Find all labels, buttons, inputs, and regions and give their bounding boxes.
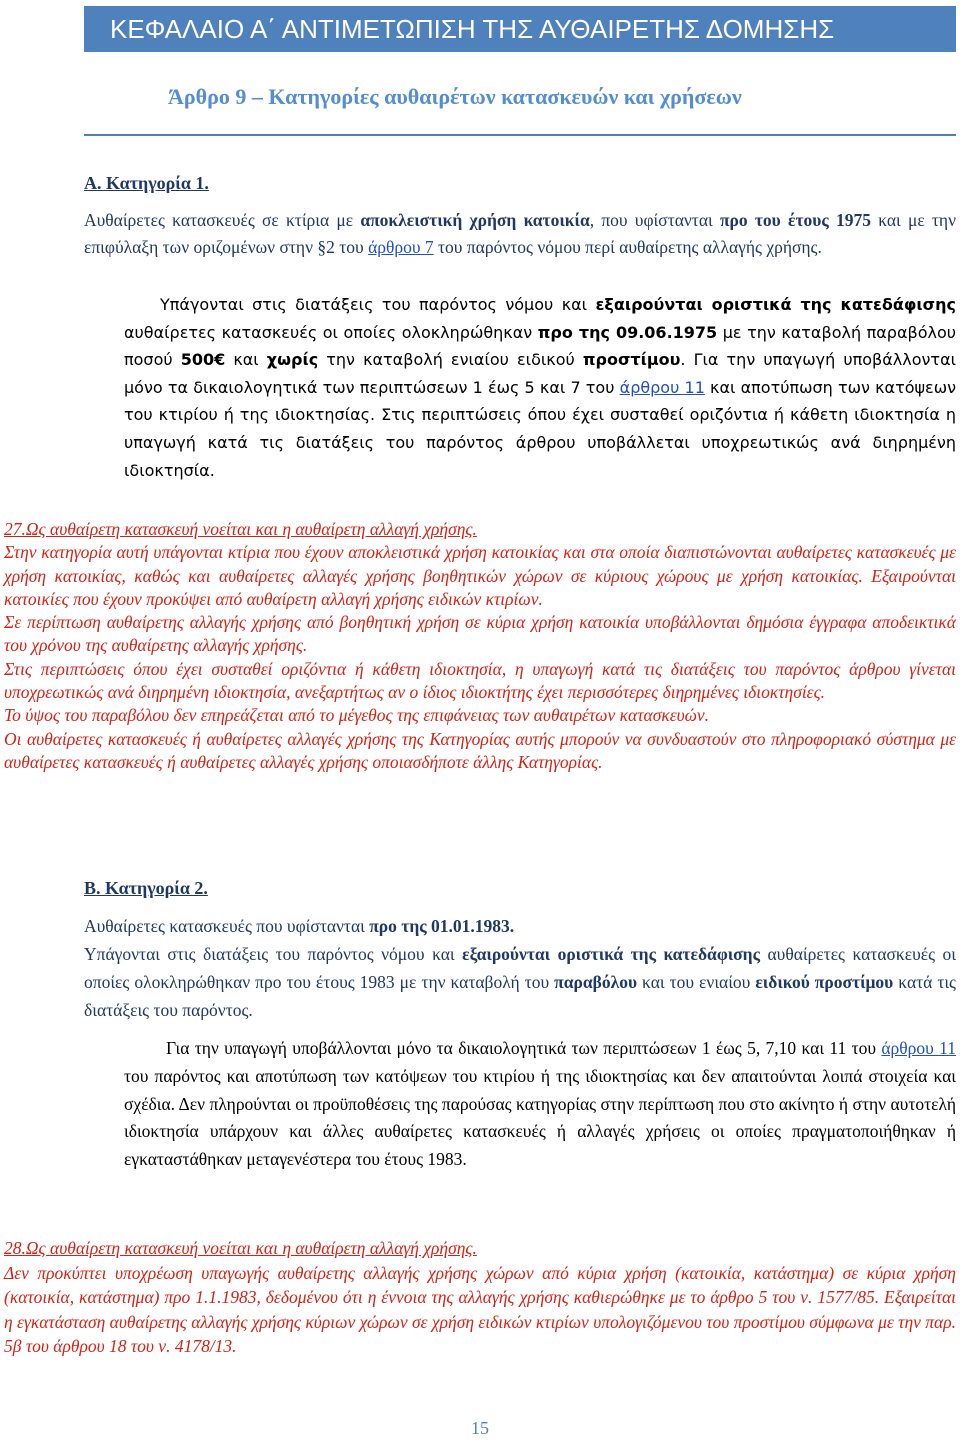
text-run: . Για την υπαγωγή υποβάλλονται μόνο τα δικαιολογητικά των περιπτώσεων 1 έως 5 και 7 του	[124, 350, 957, 397]
text-run: Αυθαίρετες κατασκευές που υφίστανται	[84, 916, 370, 936]
category-1-paragraph-2	[124, 291, 956, 484]
text-run: με την καταβολή παραβόλου ποσού	[124, 322, 957, 370]
title-divider	[84, 134, 956, 136]
text-run: αυθαίρετες κατασκευές οι οποίες ολοκληρώθηκαν	[124, 322, 538, 342]
note-27-paragraph-5: Οι αυθαίρετες κατασκευές ή αυθαίρετες αλλαγές χρήσης της Κατηγορίας αυτής μπορούν να συνδυαστούν στο πληροφοριακό σύστημα με αυθαίρετες κατασκευές ή αυθαίρετες αλλαγές χρήσης οποιασδήποτε άλλης Κατηγορίας.	[4, 728, 956, 772]
page-number: 15	[471, 1418, 489, 1438]
category-2-paragraph-3	[124, 1035, 956, 1174]
chapter-banner-text: ΚΕΦΑΛΑΙΟ Α΄ ΑΝΤΙΜΕΤΩΠΙΣΗ ΤΗΣ ΑΥΘΑΙΡΕΤΗΣ ΔΟΜΗΣΗΣ	[110, 14, 835, 44]
text-run: και	[225, 350, 267, 370]
bold-run: ειδικού προστίμου	[755, 972, 894, 992]
text-run: αυθαίρετες κατασκευές οι οποίες ολοκληρώθηκαν προ του έτους 1983 με την καταβολή του	[84, 944, 956, 992]
article-11-link[interactable]: άρθρου 11	[881, 1038, 956, 1058]
note-28-title[interactable]: 28.Ως αυθαίρετη κατασκευή νοείται και η αυθαίρετη αλλαγή χρήσης.	[4, 1238, 477, 1258]
text-run: και με την επιφύλαξη των οριζομένων στην §2 του	[84, 210, 956, 257]
note-27-title[interactable]: 27.Ως αυθαίρετη κατασκευή νοείται και η αυθαίρετη αλλαγή χρήσης.	[4, 519, 477, 539]
bold-run: προ του έτους 1975	[719, 210, 871, 230]
text-run: την καταβολή ενιαίου ειδικού	[318, 350, 583, 370]
text-run: του παρόντος νόμου περί αυθαίρετης αλλαγής χρήσης.	[433, 236, 822, 257]
note-28-paragraph-1: Δεν προκύπτει υποχρέωση υπαγωγής αυθαίρετης αλλαγής χρήσης χώρων από κύρια χρήση (κατοικία, κατάστημα) σε κύρια χρήση (κατοικία, κατάστημα) προ 1.1.1983, δεδομένου ότι η έννοια της αλλαγής χρήσης καθιερώθηκε με το άρθρο 5 του ν. 1577/85. Εξαιρείται η εγκατάσταση αυθαίρετης αλλαγής χρήσης κύριων χώρων σε χρήση ειδικών κτιρίων υπολογιζόμενου του προστίμου σύμφωνα με την παρ. 5β του άρθρου 18 του ν. 4178/13.	[4, 1262, 956, 1357]
category-1-heading: Α. Κατηγορία 1.	[84, 173, 209, 193]
bold-run: παραβόλου	[554, 972, 638, 992]
note-27-paragraph-1: Στην κατηγορία αυτή υπάγονται κτίρια που έχουν αποκλειστικά χρήση κατοικίας και στα οποία διαπιστώνονται αυθαίρετες κατασκευές με χρήση κατοικίας, καθώς και αυθαίρετες αλλαγές χρήσης βοηθητικών χώρων σε κύριους χώρους με χρήση κατοικίας. Εξαιρούνται κατοικίες που έχουν προκύψει από αυθαίρετη αλλαγή χρήσης ειδικών κτιρίων.	[4, 542, 956, 609]
text-run: Για την υπαγωγή υποβάλλονται μόνο τα δικαιολογητικά των περιπτώσεων 1 έως 5, 7,10 και 11 του	[166, 1038, 882, 1058]
bold-run: προστίμου	[582, 350, 681, 370]
text-run: , που υφίστανται	[589, 210, 720, 230]
text-run: Υπάγονται στις διατάξεις του παρόντος νόμου και	[84, 944, 463, 964]
text-run: Υπάγονται στις διατάξεις του παρόντος νόμου και	[160, 295, 596, 314]
note-27	[4, 518, 956, 774]
category-2-paragraph-2	[84, 940, 956, 1024]
text-run: και αποτύπωση των κατόψεων του κτιρίου ή της ιδιοκτησίας. Στις περιπτώσεις όπου έχει συσταθεί οριζόντια ή κάθετη ιδιοκτησία η υπαγωγή κατά τις διατάξεις του παρόντος άρθρου υποβάλλεται υποχρεωτικώς ανά διηρημένη ιδιοκτησία.	[124, 377, 957, 480]
category-2-heading: Β. Κατηγορία 2.	[84, 878, 208, 898]
bold-run: χωρίς	[266, 350, 319, 370]
note-28	[4, 1236, 956, 1359]
text-run: και του ενιαίου	[637, 972, 756, 992]
text-run: του παρόντος και αποτύπωση των κατόψεων του κτιρίου ή της ιδιοκτησίας και δεν απαιτούνται λοιπά στοιχεία και σχέδια. Δεν πληρούνται οι προϋποθέσεις της παρούσας κατηγορίας στην περίπτωση που στο ακίνητο ή στην αυτοτελή ιδιοκτησία υπάρχουν και άλλες αυθαίρετες κατασκευές ή αλλαγές χρήσεις οι οποίες πραγματοποιήθηκαν ή εγκαταστάθηκαν μεταγενέστερα του έτους 1983.	[124, 1065, 956, 1170]
bold-run: αποκλειστική χρήση κατοικία	[360, 210, 590, 230]
bold-run: εξαιρούνται οριστικά της κατεδάφισης	[595, 295, 956, 314]
article-11-link[interactable]: άρθρου 11	[619, 377, 705, 397]
bold-run: εξαιρούνται οριστικά της κατεδάφισης	[462, 944, 761, 964]
category-1-paragraph-1	[84, 207, 956, 260]
note-27-paragraph-4: Το ύψος του παραβόλου δεν επηρεάζεται από το μέγεθος της επιφάνειας των αυθαιρέτων κατασκευών.	[4, 705, 710, 726]
note-27-paragraph-2: Σε περίπτωση αυθαίρετης αλλαγής χρήσης από βοηθητική χρήση σε κύρια χρήση κατοικία υποβάλλονται δημόσια έγγραφα αποδεικτικά του χρόνου της αυθαίρετης αλλαγής χρήσης.	[4, 612, 956, 656]
article-title: Άρθρο 9 – Κατηγορίες αυθαιρέτων κατασκευών και χρήσεων	[168, 84, 742, 109]
note-27-paragraph-3: Στις περιπτώσεις όπου έχει συσταθεί οριζόντια ή κάθετη ιδιοκτησία, η υπαγωγή κατά τις διατάξεις του παρόντος άρθρου γίνεται υποχρεωτικώς ανά διηρημένη ιδιοκτησία, ανεξαρτήτως αν ο ίδιος ιδιοκτήτης έχει περισσότερες διηρημένες ιδιοκτησίες.	[4, 658, 956, 703]
bold-run: προ της 01.01.1983.	[369, 916, 515, 936]
chapter-banner	[84, 6, 956, 52]
text-run: κατά τις διατάξεις του παρόντος.	[84, 972, 956, 1020]
category-2-paragraph-1	[84, 912, 956, 940]
bold-run: προ της 09.06.1975	[537, 322, 718, 342]
article-7-link[interactable]: άρθρου 7	[368, 236, 434, 257]
text-run: Αυθαίρετες κατασκευές σε κτίρια με	[84, 210, 361, 230]
bold-run: 500€	[180, 350, 226, 370]
